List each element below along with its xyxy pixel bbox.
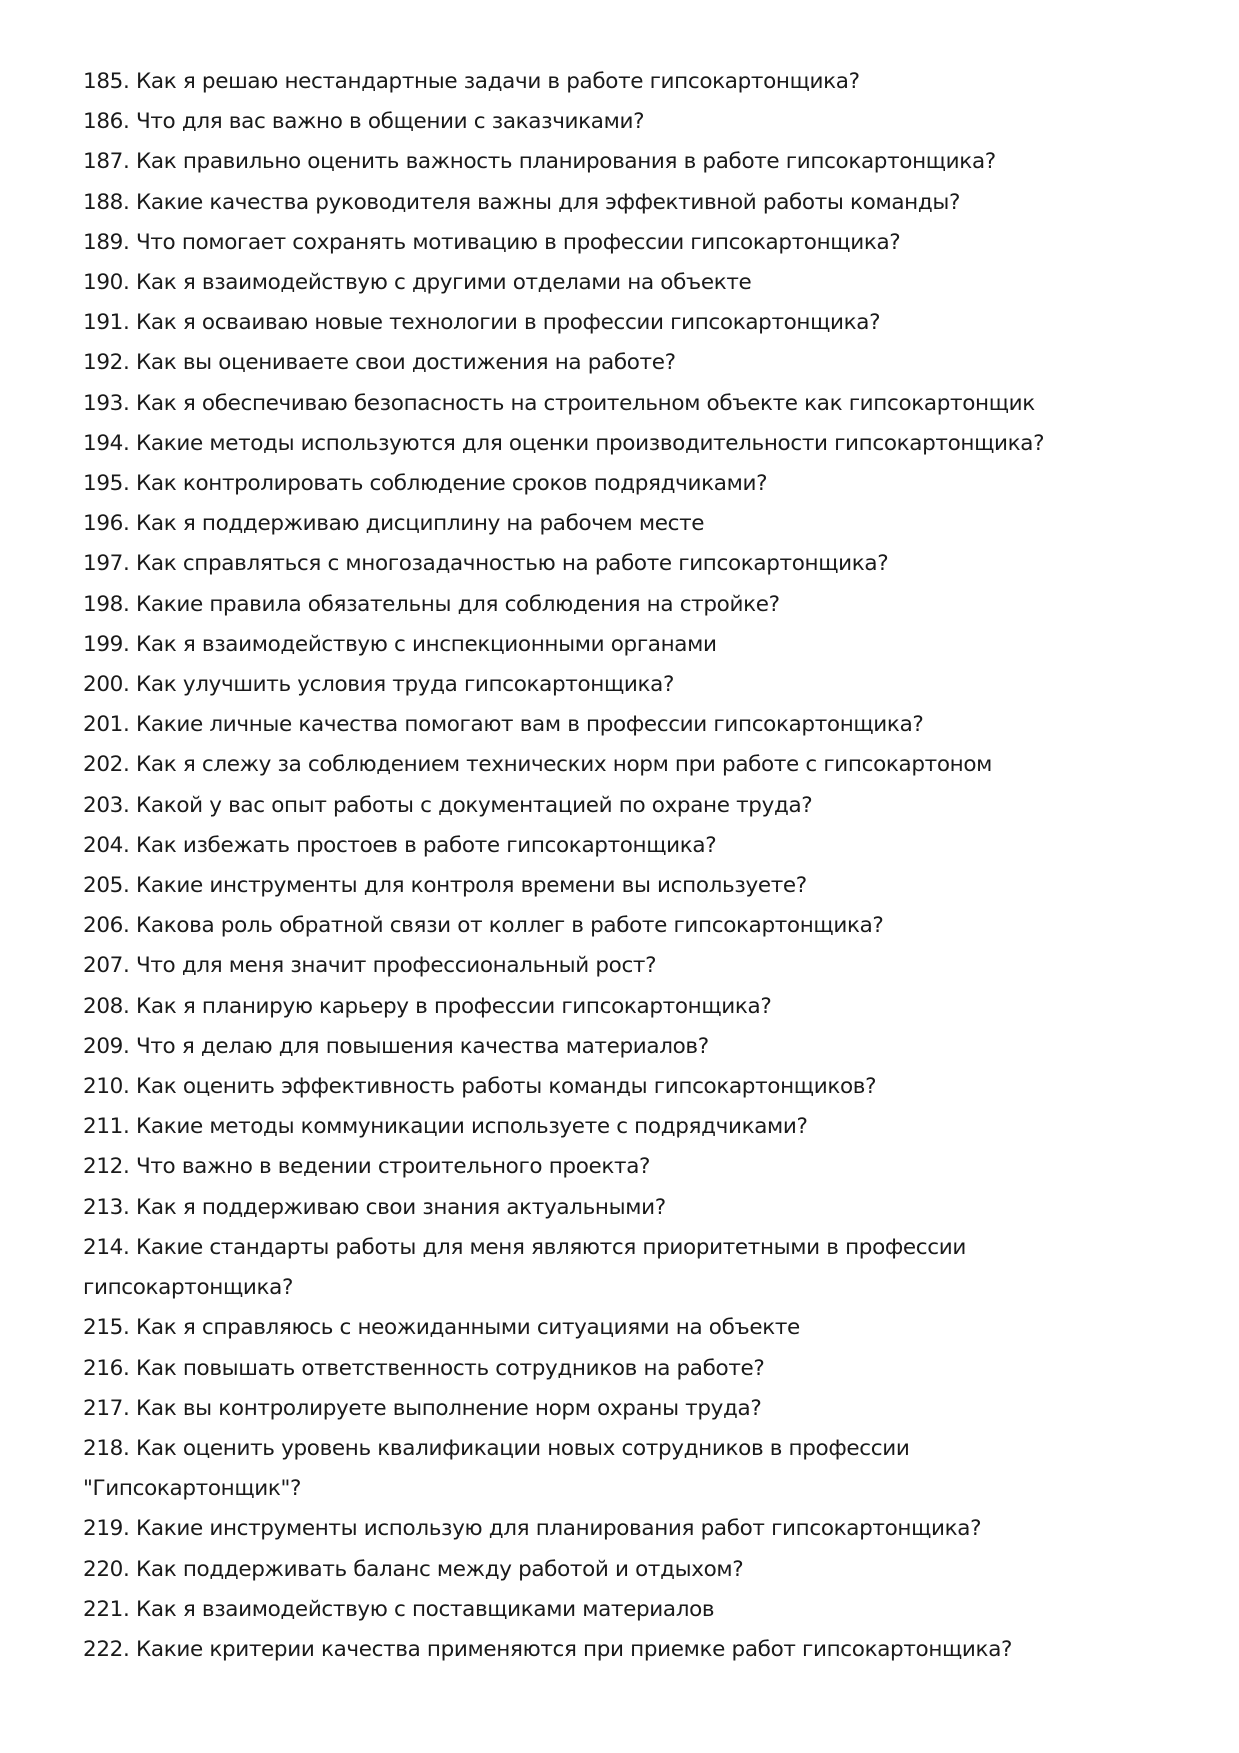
question-number: 190. xyxy=(83,270,130,296)
question-item xyxy=(83,303,1083,343)
question-number: 214. xyxy=(83,1234,130,1260)
question-text: Какие методы используются для оценки производительности гипсокартонщика? xyxy=(135,430,1045,456)
question-item xyxy=(83,625,1083,665)
question-item xyxy=(83,1550,1083,1590)
question-number: 221. xyxy=(83,1596,130,1622)
question-item xyxy=(83,1228,1083,1308)
question-text: Как я планирую карьеру в профессии гипсокартонщика? xyxy=(135,993,772,1019)
question-item xyxy=(83,906,1083,946)
question-item xyxy=(83,343,1083,383)
question-text: Какова роль обратной связи от коллег в работе гипсокартонщика? xyxy=(135,913,884,939)
question-number: 203. xyxy=(83,792,130,818)
question-text: Как я взаимодействую с инспекционными органами xyxy=(135,631,717,657)
question-number: 222. xyxy=(83,1636,130,1662)
question-item xyxy=(83,1027,1083,1067)
question-item xyxy=(83,424,1083,464)
question-number: 206. xyxy=(83,913,130,939)
question-text: Какие методы коммуникации используете с подрядчиками? xyxy=(135,1114,808,1140)
question-number: 217. xyxy=(83,1395,130,1421)
question-item xyxy=(83,102,1083,142)
question-text: Как улучшить условия труда гипсокартонщика? xyxy=(135,672,675,698)
question-text: Как контролировать соблюдение сроков подрядчиками? xyxy=(135,471,768,497)
question-item xyxy=(83,1630,1083,1670)
question-number: 192. xyxy=(83,350,130,376)
question-item xyxy=(83,585,1083,625)
question-text: Как я поддерживаю дисциплину на рабочем месте xyxy=(135,511,705,537)
question-item xyxy=(83,866,1083,906)
question-item xyxy=(83,544,1083,584)
question-number: 195. xyxy=(83,471,130,497)
question-number: 193. xyxy=(83,390,130,416)
question-number: 189. xyxy=(83,229,130,255)
question-text: Как я справляюсь с неожиданными ситуациями на объекте xyxy=(135,1315,800,1341)
question-number: 199. xyxy=(83,631,130,657)
question-text: Как я взаимодействую с другими отделами на объекте xyxy=(135,270,752,296)
question-text: Как избежать простоев в работе гипсокартонщика? xyxy=(135,832,717,858)
question-item xyxy=(83,1107,1083,1147)
question-number: 185. xyxy=(83,69,130,94)
question-item xyxy=(83,705,1083,745)
question-item xyxy=(83,1349,1083,1389)
question-number: 194. xyxy=(83,430,130,456)
question-item xyxy=(83,1509,1083,1549)
question-item xyxy=(83,745,1083,785)
question-text: Что я делаю для повышения качества материалов? xyxy=(135,1033,709,1059)
question-text: Как я слежу за соблюдением технических норм при работе с гипсокартоном xyxy=(135,752,993,778)
question-text: Какие качества руководителя важны для эффективной работы команды? xyxy=(135,189,961,215)
question-number: 213. xyxy=(83,1194,130,1220)
question-number: 197. xyxy=(83,551,130,577)
question-item xyxy=(83,1308,1083,1348)
question-text: Что помогает сохранять мотивацию в профессии гипсокартонщика? xyxy=(135,229,901,255)
question-number: 186. xyxy=(83,109,130,135)
question-text: Что для меня значит профессиональный рост? xyxy=(135,953,657,979)
question-number: 204. xyxy=(83,832,130,858)
question-text: Как оценить эффективность работы команды гипсокартонщиков? xyxy=(135,1074,877,1100)
question-text: Как вы оцениваете свои достижения на работе? xyxy=(135,350,676,376)
question-text: Какие инструменты для контроля времени вы используете? xyxy=(135,873,807,899)
question-text: Как я обеспечиваю безопасность на строительном объекте как гипсокартонщик xyxy=(135,390,1035,416)
question-text: Как я решаю нестандартные задачи в работе гипсокартонщика? xyxy=(135,69,860,94)
question-number: 211. xyxy=(83,1114,130,1140)
question-item xyxy=(83,142,1083,182)
question-number: 209. xyxy=(83,1033,130,1059)
question-item xyxy=(83,223,1083,263)
question-item xyxy=(83,1067,1083,1107)
question-item xyxy=(83,826,1083,866)
question-item xyxy=(83,1389,1083,1429)
question-item xyxy=(83,384,1083,424)
question-number: 201. xyxy=(83,712,130,738)
question-number: 198. xyxy=(83,591,130,617)
question-item xyxy=(83,183,1083,223)
question-number: 215. xyxy=(83,1315,130,1341)
question-list xyxy=(83,62,1083,1670)
question-item xyxy=(83,1590,1083,1630)
question-text: Как оценить уровень квалификации новых сотрудников в профессии "Гипсокартонщик"? xyxy=(83,1435,910,1502)
question-text: Какие правила обязательны для соблюдения на стройке? xyxy=(135,591,780,617)
question-text: Какой у вас опыт работы с документацией по охране труда? xyxy=(135,792,813,818)
question-text: Как я поддерживаю свои знания актуальными? xyxy=(135,1194,666,1220)
question-number: 210. xyxy=(83,1074,130,1100)
question-text: Как справляться с многозадачностью на работе гипсокартонщика? xyxy=(135,551,889,577)
question-number: 188. xyxy=(83,189,130,215)
question-item xyxy=(83,786,1083,826)
question-item xyxy=(83,464,1083,504)
question-item xyxy=(83,504,1083,544)
question-text: Как правильно оценить важность планирования в работе гипсокартонщика? xyxy=(135,149,996,175)
question-number: 218. xyxy=(83,1435,130,1461)
question-text: Как я осваиваю новые технологии в профессии гипсокартонщика? xyxy=(135,310,881,336)
question-text: Что важно в ведении строительного проекта? xyxy=(135,1154,651,1180)
question-item xyxy=(83,1147,1083,1187)
question-number: 191. xyxy=(83,310,130,336)
question-item xyxy=(83,263,1083,303)
question-item xyxy=(83,987,1083,1027)
question-item xyxy=(83,1188,1083,1228)
question-text: Какие критерии качества применяются при приемке работ гипсокартонщика? xyxy=(135,1636,1013,1662)
question-number: 196. xyxy=(83,511,130,537)
question-text: Какие личные качества помогают вам в профессии гипсокартонщика? xyxy=(135,712,924,738)
question-text: Как повышать ответственность сотрудников на работе? xyxy=(135,1355,765,1381)
question-number: 219. xyxy=(83,1516,130,1542)
question-text: Что для вас важно в общении с заказчиками? xyxy=(135,109,645,135)
question-item xyxy=(83,1429,1083,1509)
question-number: 187. xyxy=(83,149,130,175)
question-text: Как я взаимодействую с поставщиками материалов xyxy=(135,1596,715,1622)
question-item xyxy=(83,946,1083,986)
question-item xyxy=(83,665,1083,705)
question-number: 205. xyxy=(83,873,130,899)
question-text: Как вы контролируете выполнение норм охраны труда? xyxy=(135,1395,762,1421)
question-number: 207. xyxy=(83,953,130,979)
question-number: 216. xyxy=(83,1355,130,1381)
question-number: 202. xyxy=(83,752,130,778)
question-number: 208. xyxy=(83,993,130,1019)
question-number: 212. xyxy=(83,1154,130,1180)
question-number: 220. xyxy=(83,1556,130,1582)
question-text: Какие стандарты работы для меня являются приоритетными в профессии гипсокартонщика? xyxy=(83,1234,966,1301)
question-number: 200. xyxy=(83,672,130,698)
question-text: Какие инструменты использую для планирования работ гипсокартонщика? xyxy=(135,1516,982,1542)
question-item xyxy=(83,62,1083,102)
question-text: Как поддерживать баланс между работой и отдыхом? xyxy=(135,1556,744,1582)
